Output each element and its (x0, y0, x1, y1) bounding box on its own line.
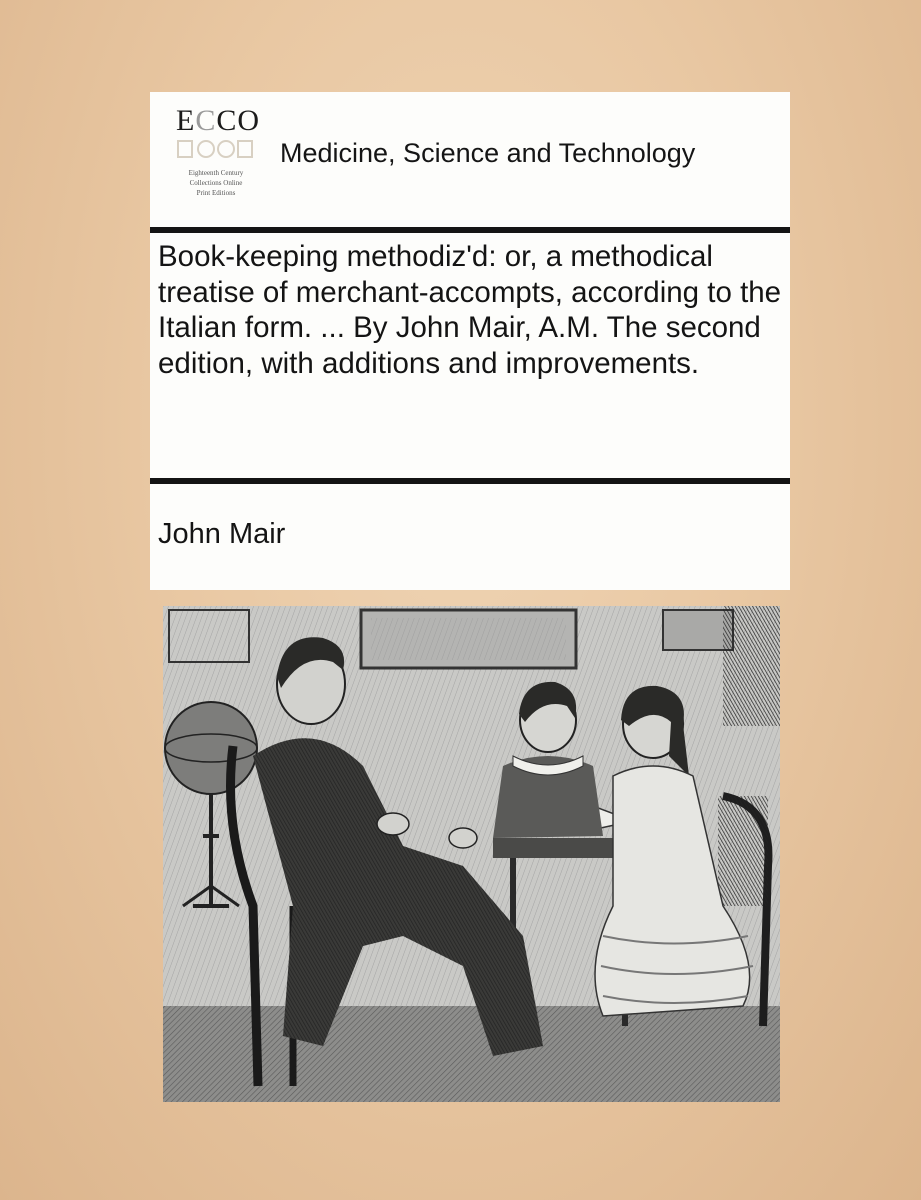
logo-caption (170, 168, 262, 198)
series-header (150, 92, 790, 228)
logo-caption-line: Print Editions (196, 189, 236, 197)
author-block (150, 484, 790, 590)
engraving-illustration-icon (163, 606, 780, 1102)
book-title: Book-keeping methodiz'd: or, a methodical treatise of merchant-accompts, according to the Italian form. ... By John Mair, A.M. The second edition, with additions and improvements. (158, 240, 782, 380)
cover-illustration (163, 606, 780, 1102)
ecco-logo: ECCO Eighteenth Century Collections Online Print Editions (170, 106, 262, 218)
logo-ghost-letters-icon (176, 138, 256, 160)
series-title: Medicine, Science and Technology (280, 138, 696, 168)
logo-caption-line: Collections Online (189, 179, 243, 187)
title-block (150, 233, 790, 478)
logo-caption-line: Eighteenth Century (188, 169, 244, 177)
book-author: John Mair (158, 518, 286, 550)
